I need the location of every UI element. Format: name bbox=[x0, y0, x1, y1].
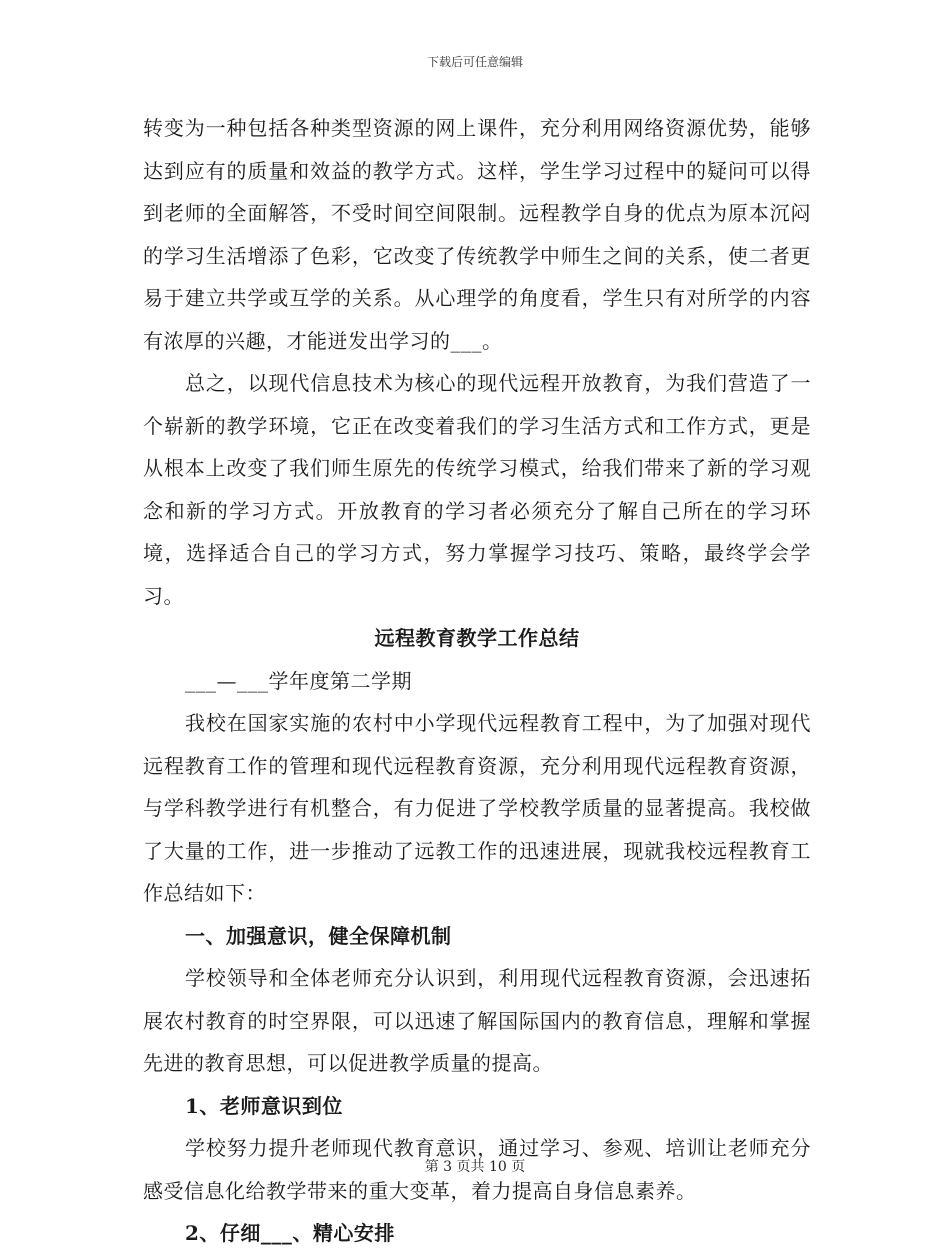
paragraph-continued: 转变为一种包括各种类型资源的网上课件，充分利用网络资源优势，能够达到应有的质量和效益的教学方式。这样，学生学习过程中的疑问可以得到老师的全面解答，不受时间空间限制。远程教学自身的优点为原本沉闷的学习生活增添了色彩，它改变了传统教学中师生之间的关系，使二者更易于建立共学或互学的关系。从心理学的角度看，学生只有对所学的内容有浓厚的兴趣，才能迸发出学习的___。 bbox=[143, 116, 811, 353]
paragraph-section-1: 学校领导和全体老师充分认识到，利用现代远程教育资源，会迅速拓展农村教育的时空界限，可以迅速了解国际国内的教育信息，理解和掌握先进的教育思想，可以促进教学质量的提高。 bbox=[143, 966, 811, 1075]
subheading-2: 2、仔细___、精心安排 bbox=[185, 1221, 395, 1245]
semester-line: ___—___学年度第二学期 bbox=[185, 668, 412, 693]
paragraph-subsection-1: 学校努力提升老师现代教育意识，通过学习、参观、培训让老师充分感受信息化给教学带来的重大变革，着力提高自身信息素养。 bbox=[143, 1136, 811, 1203]
section-heading-1: 一、加强意识，健全保障机制 bbox=[185, 923, 452, 948]
paragraph-summary: 总之，以现代信息技术为核心的现代远程开放教育，为我们营造了一个崭新的教学环境，它正在改变着我们的学习生活方式和工作方式，更是从根本上改变了我们师生原先的传统学习模式，给我们带来了新的学习观念和新的学习方式。开放教育的学习者必须充分了解自己所在的学习环境，选择适合自己的学习方式，努力掌握学习技巧、策略，最终学会学习。 bbox=[143, 371, 811, 608]
subheading-1: 1、老师意识到位 bbox=[185, 1093, 343, 1118]
page-header: 下载后可任意编辑 bbox=[426, 55, 523, 69]
document-body bbox=[143, 107, 811, 1255]
document-title: 远程教育教学工作总结 bbox=[374, 626, 580, 650]
page-footer: 第 3 页共 10 页 bbox=[424, 1159, 526, 1175]
paragraph-intro: 我校在国家实施的农村中小学现代远程教育工程中，为了加强对现代远程教育工作的管理和现代远程教育资源，充分利用现代远程教育资源，与学科教学进行有机整合，有力促进了学校教学质量的显著提高。我校做了大量的工作，进一步推动了远教工作的迅速进展，现就我校远程教育工作总结如下： bbox=[143, 711, 811, 905]
